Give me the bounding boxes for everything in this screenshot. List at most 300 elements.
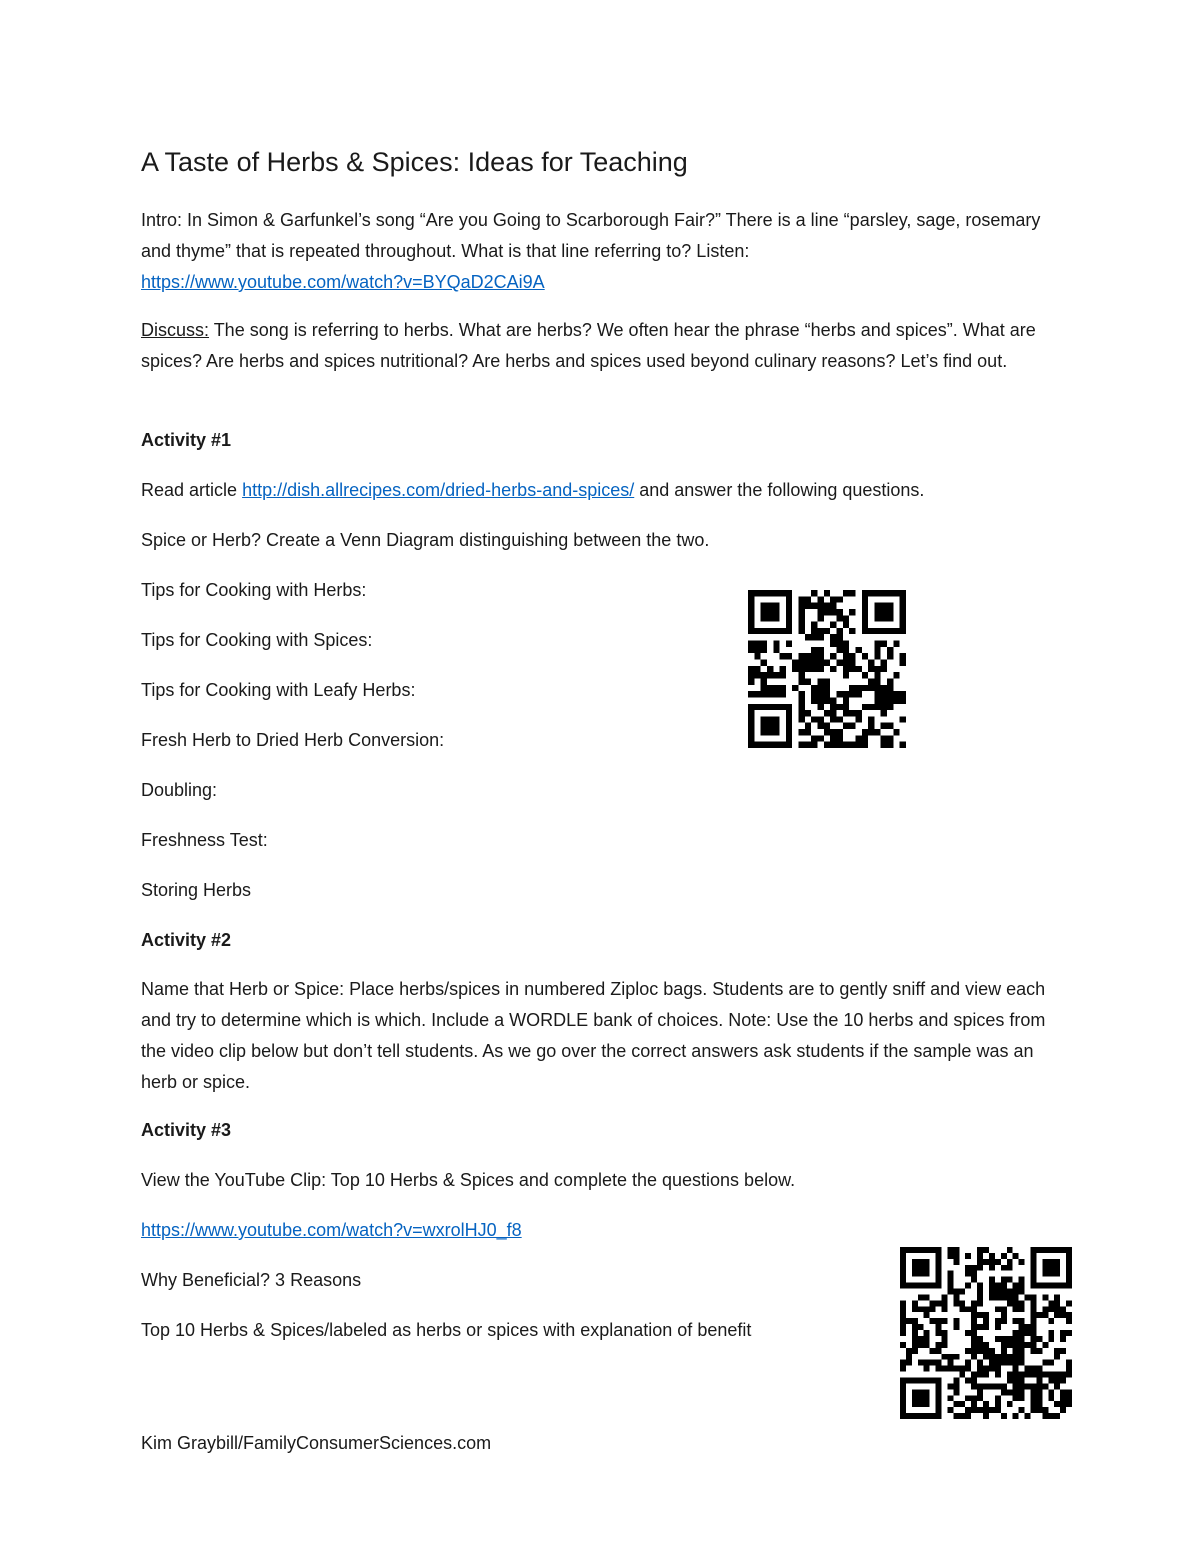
qr-module <box>953 1324 959 1330</box>
qr-module <box>843 622 849 628</box>
qr-module <box>1007 1294 1013 1300</box>
qr-module <box>824 590 830 596</box>
qr-module <box>818 660 824 666</box>
qr-module <box>761 742 767 748</box>
qr-module <box>761 647 767 653</box>
qr-module <box>786 704 792 710</box>
qr-module <box>1066 1312 1072 1318</box>
qr-module <box>773 716 779 722</box>
qr-module <box>761 628 767 634</box>
qr-module <box>748 603 754 609</box>
qr-module <box>893 691 899 697</box>
qr-module <box>862 609 868 615</box>
qr-module <box>1025 1383 1031 1389</box>
qr-module <box>1013 1354 1019 1360</box>
qr-module <box>799 710 805 716</box>
qr-module <box>936 1247 942 1253</box>
qr-module <box>924 1395 930 1401</box>
qr-module <box>1066 1389 1072 1395</box>
qr-module <box>843 666 849 672</box>
qr-module <box>868 628 874 634</box>
qr-module <box>855 716 861 722</box>
qr-module <box>906 1348 912 1354</box>
qr-module <box>1048 1283 1054 1289</box>
qr-module <box>912 1306 918 1312</box>
qr-module <box>824 729 830 735</box>
qr-module <box>977 1389 983 1395</box>
qr-module <box>855 666 861 672</box>
qr-module <box>868 678 874 684</box>
qr-module <box>799 596 805 602</box>
qr-module <box>1013 1306 1019 1312</box>
qr-module <box>836 729 842 735</box>
qr-module <box>1048 1318 1054 1324</box>
qr-module <box>900 1247 906 1253</box>
qr-module <box>1001 1413 1007 1419</box>
qr-module <box>748 615 754 621</box>
qr-module <box>971 1271 977 1277</box>
qr-module <box>1066 1360 1072 1366</box>
qr-module <box>1060 1306 1066 1312</box>
qr-module <box>900 1271 906 1277</box>
qr-module <box>836 660 842 666</box>
qr-module <box>971 1324 977 1330</box>
qr-module <box>912 1330 918 1336</box>
qr-module <box>965 1413 971 1419</box>
qr-module <box>918 1306 924 1312</box>
qr-module <box>1060 1336 1066 1342</box>
qr-module <box>947 1247 953 1253</box>
qr-module <box>881 609 887 615</box>
qr-module <box>830 710 836 716</box>
qr-module <box>805 729 811 735</box>
qr-module <box>900 1259 906 1265</box>
qr-module <box>977 1395 983 1401</box>
qr-module <box>936 1253 942 1259</box>
qr-module <box>773 742 779 748</box>
qr-module <box>887 723 893 729</box>
qr-module <box>786 716 792 722</box>
qr-module <box>912 1259 918 1265</box>
qr-module <box>1001 1253 1007 1259</box>
qr-module <box>1060 1407 1066 1413</box>
qr-module <box>918 1265 924 1271</box>
qr-module <box>1007 1360 1013 1366</box>
qr-module <box>953 1318 959 1324</box>
qr-module <box>818 634 824 640</box>
qr-module <box>881 666 887 672</box>
qr-module <box>780 590 786 596</box>
qr-module <box>977 1407 983 1413</box>
qr-module <box>900 596 906 602</box>
qr-module <box>1013 1253 1019 1259</box>
qr-module <box>799 660 805 666</box>
qr-module <box>924 1312 930 1318</box>
qr-module <box>805 653 811 659</box>
qr-module <box>936 1277 942 1283</box>
qr-module <box>748 716 754 722</box>
qr-module <box>843 590 849 596</box>
qr-module <box>773 723 779 729</box>
qr-module <box>924 1271 930 1277</box>
qr-module <box>824 742 830 748</box>
qr-module <box>989 1348 995 1354</box>
qr-module <box>918 1401 924 1407</box>
qr-module <box>1030 1294 1036 1300</box>
qr-module <box>900 660 906 666</box>
qr-module <box>965 1271 971 1277</box>
qr-module <box>959 1401 965 1407</box>
qr-module <box>767 685 773 691</box>
qr-module <box>965 1265 971 1271</box>
qr-module <box>1042 1360 1048 1366</box>
qr-module <box>1054 1247 1060 1253</box>
qr-module <box>989 1407 995 1413</box>
qr-module <box>912 1377 918 1383</box>
qr-module <box>983 1318 989 1324</box>
qr-module <box>868 716 874 722</box>
qr-module <box>1042 1265 1048 1271</box>
qr-module <box>1013 1283 1019 1289</box>
qr-module <box>818 704 824 710</box>
qr-module <box>786 609 792 615</box>
qr-module <box>874 615 880 621</box>
qr-module <box>830 609 836 615</box>
qr-module <box>881 742 887 748</box>
qr-module <box>977 1336 983 1342</box>
qr-module <box>1013 1377 1019 1383</box>
qr-module <box>942 1354 948 1360</box>
qr-module <box>786 628 792 634</box>
qr-module <box>780 628 786 634</box>
qr-module <box>959 1306 965 1312</box>
qr-module <box>1060 1283 1066 1289</box>
qr-module <box>1030 1389 1036 1395</box>
qr-module <box>1054 1283 1060 1289</box>
qr-module <box>924 1259 930 1265</box>
qr-module <box>881 590 887 596</box>
qr-module <box>887 697 893 703</box>
qr-module <box>965 1253 971 1259</box>
qr-module <box>767 691 773 697</box>
qr-module <box>930 1300 936 1306</box>
qr-module <box>887 615 893 621</box>
qr-module <box>989 1283 995 1289</box>
qr-module <box>1019 1377 1025 1383</box>
qr-module <box>830 735 836 741</box>
qr-module <box>953 1289 959 1295</box>
tips-herbs: Tips for Cooking with Herbs: <box>141 580 367 600</box>
qr-module <box>924 1265 930 1271</box>
qr-module <box>811 628 817 634</box>
qr-module <box>748 742 754 748</box>
qr-module <box>965 1306 971 1312</box>
qr-module <box>862 685 868 691</box>
qr-module <box>862 622 868 628</box>
qr-module <box>947 1383 953 1389</box>
qr-module <box>799 603 805 609</box>
qr-module <box>761 729 767 735</box>
qr-module <box>924 1336 930 1342</box>
qr-module <box>1007 1336 1013 1342</box>
qr-module <box>1001 1389 1007 1395</box>
qr-module <box>1001 1342 1007 1348</box>
qr-module <box>748 735 754 741</box>
qr-module <box>805 596 811 602</box>
qr-module <box>792 666 798 672</box>
qr-module <box>799 609 805 615</box>
qr-module <box>900 1324 906 1330</box>
qr-module <box>1030 1271 1036 1277</box>
qr-module <box>959 1289 965 1295</box>
qr-module <box>849 653 855 659</box>
qr-module <box>1030 1348 1036 1354</box>
qr-module <box>887 628 893 634</box>
qr-module <box>953 1294 959 1300</box>
qr-module <box>836 716 842 722</box>
qr-module <box>887 735 893 741</box>
qr-module <box>862 628 868 634</box>
intro-youtube-link[interactable]: https://www.youtube.com/watch?v=BYQaD2CAi9A <box>141 272 545 292</box>
qr-module <box>1019 1259 1025 1265</box>
qr-module <box>1066 1366 1072 1372</box>
qr-module <box>959 1366 965 1372</box>
qr-module <box>893 641 899 647</box>
qr-module <box>995 1289 1001 1295</box>
qr-module <box>965 1348 971 1354</box>
qr-module <box>1007 1377 1013 1383</box>
qr-module <box>786 723 792 729</box>
qr-module <box>1036 1377 1042 1383</box>
qr-module <box>900 1253 906 1259</box>
qr-module <box>989 1366 995 1372</box>
qr-module <box>965 1283 971 1289</box>
qr-module <box>843 641 849 647</box>
qr-module <box>1007 1289 1013 1295</box>
qr-module <box>1030 1372 1036 1378</box>
qr-module <box>924 1330 930 1336</box>
qr-module <box>965 1360 971 1366</box>
qr-module <box>748 723 754 729</box>
qr-module <box>830 716 836 722</box>
qr-module <box>748 622 754 628</box>
qr-module <box>977 1360 983 1366</box>
qr-module <box>1042 1312 1048 1318</box>
qr-module <box>761 704 767 710</box>
qr-module <box>1066 1247 1072 1253</box>
qr-module <box>786 603 792 609</box>
qr-module <box>1054 1294 1060 1300</box>
qr-module <box>1036 1372 1042 1378</box>
qr-module <box>887 603 893 609</box>
qr-module <box>780 691 786 697</box>
qr-module <box>971 1336 977 1342</box>
qr-module <box>995 1366 1001 1372</box>
qr-module <box>887 609 893 615</box>
qr-module <box>761 615 767 621</box>
qr-module <box>983 1366 989 1372</box>
qr-module <box>761 609 767 615</box>
qr-module <box>1036 1383 1042 1389</box>
qr-module <box>1019 1342 1025 1348</box>
qr-module <box>855 735 861 741</box>
qr-module <box>1054 1401 1060 1407</box>
qr-module <box>1019 1330 1025 1336</box>
qr-module <box>906 1354 912 1360</box>
qr-module <box>983 1354 989 1360</box>
qr-module <box>983 1413 989 1419</box>
qr-module <box>818 716 824 722</box>
qr-module <box>874 691 880 697</box>
qr-module <box>971 1265 977 1271</box>
qr-module <box>930 1318 936 1324</box>
qr-module <box>918 1395 924 1401</box>
qr-module <box>748 628 754 634</box>
qr-module <box>830 729 836 735</box>
qr-module <box>836 647 842 653</box>
qr-module <box>843 697 849 703</box>
qr-module <box>799 716 805 722</box>
qr-module <box>971 1401 977 1407</box>
qr-module <box>977 1348 983 1354</box>
qr-module <box>959 1300 965 1306</box>
qr-module <box>1007 1354 1013 1360</box>
qr-module <box>900 590 906 596</box>
qr-module <box>1066 1283 1072 1289</box>
qr-module <box>818 615 824 621</box>
qr-module <box>748 590 754 596</box>
activity1-read-line <box>141 475 1061 506</box>
qr-module <box>947 1283 953 1289</box>
qr-module <box>811 634 817 640</box>
qr-module <box>1054 1377 1060 1383</box>
qr-module <box>971 1372 977 1378</box>
top10-youtube-link[interactable]: https://www.youtube.com/watch?v=wxrolHJ0_f8 <box>141 1220 522 1240</box>
qr-module <box>953 1247 959 1253</box>
qr-module <box>971 1383 977 1389</box>
qr-module <box>1048 1372 1054 1378</box>
qr-module <box>786 729 792 735</box>
qr-module <box>862 735 868 741</box>
qr-module <box>936 1401 942 1407</box>
qr-module <box>1036 1348 1042 1354</box>
qr-module <box>767 609 773 615</box>
qr-module <box>748 647 754 653</box>
qr-module <box>761 723 767 729</box>
qr-module <box>995 1306 1001 1312</box>
qr-module <box>893 729 899 735</box>
qr-module <box>786 596 792 602</box>
qr-module <box>818 691 824 697</box>
qr-module <box>855 742 861 748</box>
qr-module <box>1054 1265 1060 1271</box>
qr-module <box>818 666 824 672</box>
qr-module <box>1025 1372 1031 1378</box>
qr-module <box>868 660 874 666</box>
qr-module <box>983 1372 989 1378</box>
qr-module <box>1048 1330 1054 1336</box>
qr-module <box>1054 1259 1060 1265</box>
qr-module <box>887 678 893 684</box>
qr-module <box>1060 1395 1066 1401</box>
qr-module <box>874 729 880 735</box>
activity3-view-text: View the YouTube Clip: Top 10 Herbs & Spices and complete the questions below. <box>141 1170 796 1190</box>
qr-module <box>849 685 855 691</box>
qr-module <box>942 1306 948 1312</box>
qr-module <box>799 678 805 684</box>
qr-module <box>912 1401 918 1407</box>
allrecipes-article-link[interactable]: http://dish.allrecipes.com/dried-herbs-and-spices/ <box>242 480 635 500</box>
qr-module <box>995 1324 1001 1330</box>
qr-module <box>900 691 906 697</box>
qr-module <box>953 1300 959 1306</box>
qr-module <box>989 1265 995 1271</box>
qr-module <box>849 590 855 596</box>
qr-module <box>995 1395 1001 1401</box>
qr-module <box>830 622 836 628</box>
qr-module <box>1060 1330 1066 1336</box>
qr-module <box>912 1389 918 1395</box>
qr-module <box>761 716 767 722</box>
qr-module <box>977 1247 983 1253</box>
qr-module <box>1054 1306 1060 1312</box>
qr-module <box>947 1366 953 1372</box>
qr-module <box>799 622 805 628</box>
qr-module <box>912 1324 918 1330</box>
qr-module <box>780 742 786 748</box>
qr-module <box>767 742 773 748</box>
qr-module <box>887 685 893 691</box>
qr-module <box>900 1277 906 1283</box>
qr-module <box>843 723 849 729</box>
qr-module <box>936 1395 942 1401</box>
qr-module <box>799 704 805 710</box>
qr-module <box>862 729 868 735</box>
qr-module <box>906 1360 912 1366</box>
qr-module <box>1036 1336 1042 1342</box>
qr-module <box>818 653 824 659</box>
qr-module <box>836 628 842 634</box>
qr-module <box>1066 1259 1072 1265</box>
qr-module <box>855 685 861 691</box>
tips-leafy-herbs: Tips for Cooking with Leafy Herbs: <box>141 680 416 700</box>
qr-module <box>818 609 824 615</box>
qr-module <box>989 1259 995 1265</box>
qr-module <box>900 1366 906 1372</box>
qr-module <box>843 672 849 678</box>
qr-module <box>1019 1360 1025 1366</box>
qr-module <box>912 1413 918 1419</box>
qr-module <box>995 1294 1001 1300</box>
qr-module <box>881 723 887 729</box>
qr-module <box>1060 1247 1066 1253</box>
qr-module <box>900 1342 906 1348</box>
qr-module <box>924 1294 930 1300</box>
intro-paragraph <box>141 205 1061 298</box>
qr-module <box>1007 1401 1013 1407</box>
qr-module <box>836 641 842 647</box>
qr-module <box>1030 1265 1036 1271</box>
qr-module <box>912 1247 918 1253</box>
qr-module <box>953 1366 959 1372</box>
qr-module <box>1066 1271 1072 1277</box>
qr-module <box>874 609 880 615</box>
qr-module <box>900 628 906 634</box>
qr-module <box>971 1342 977 1348</box>
qr-module <box>906 1318 912 1324</box>
qr-module <box>874 590 880 596</box>
qr-module <box>748 710 754 716</box>
